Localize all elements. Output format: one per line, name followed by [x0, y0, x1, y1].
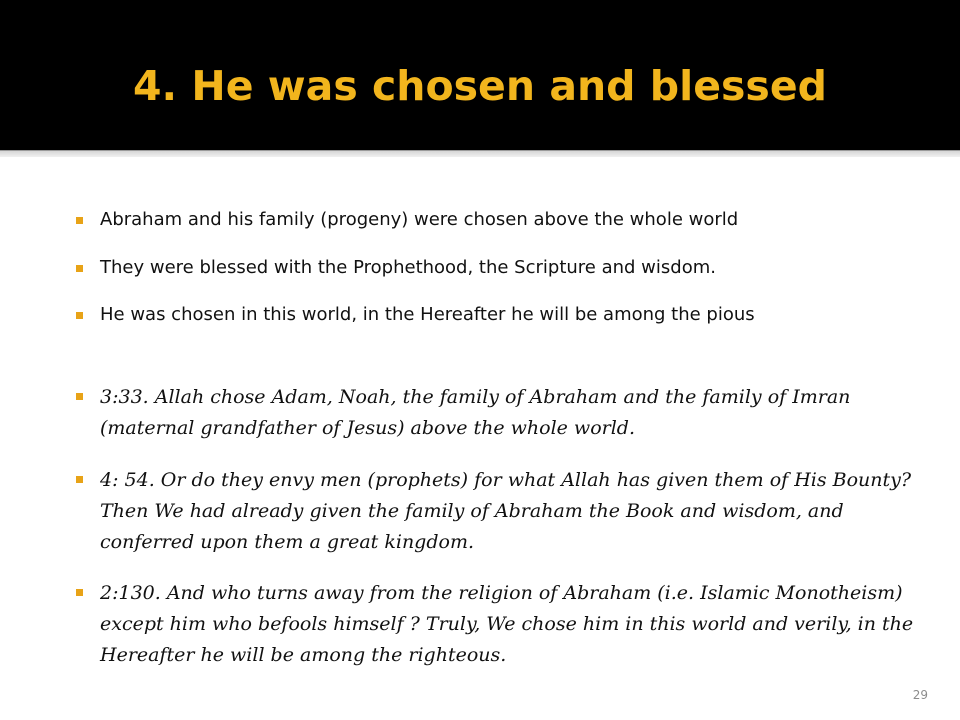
verse-text: 4: 54. Or do they envy men (prophets) for what Allah has given them of His Bounty? Then We had already given the family of Abraham the Book and wisdom, and conferred upon them a great kingdom. — [100, 469, 912, 553]
bullet-item — [76, 303, 926, 327]
bullet-text: He was chosen in this world, in the Hereafter he will be among the pious — [100, 304, 755, 325]
square-bullet-icon — [76, 217, 83, 224]
square-bullet-icon — [76, 393, 83, 400]
verse-item — [76, 382, 926, 444]
square-bullet-icon — [76, 265, 83, 272]
square-bullet-icon — [76, 476, 83, 483]
bullet-text: Abraham and his family (progeny) were chosen above the whole world — [100, 209, 739, 230]
slide-number: 29 — [912, 688, 928, 702]
bullet-text: They were blessed with the Prophethood, the Scripture and wisdom. — [100, 257, 716, 278]
slide-title: 4. He was chosen and blessed — [133, 62, 827, 110]
verse-text: 3:33. Allah chose Adam, Noah, the family of Abraham and the family of Imran (maternal grandfather of Jesus) above the whole world. — [100, 386, 851, 439]
square-bullet-icon — [76, 312, 83, 319]
square-bullet-icon — [76, 589, 83, 596]
verse-text: 2:130. And who turns away from the religion of Abraham (i.e. Islamic Monotheism) except him who befools himself ? Truly, We chose him in this world and verily, in the Hereafter he will be among the righteous. — [100, 582, 914, 666]
verse-item — [76, 578, 926, 671]
bullet-item — [76, 256, 926, 280]
bullet-item — [76, 208, 926, 232]
verse-item — [76, 465, 926, 558]
